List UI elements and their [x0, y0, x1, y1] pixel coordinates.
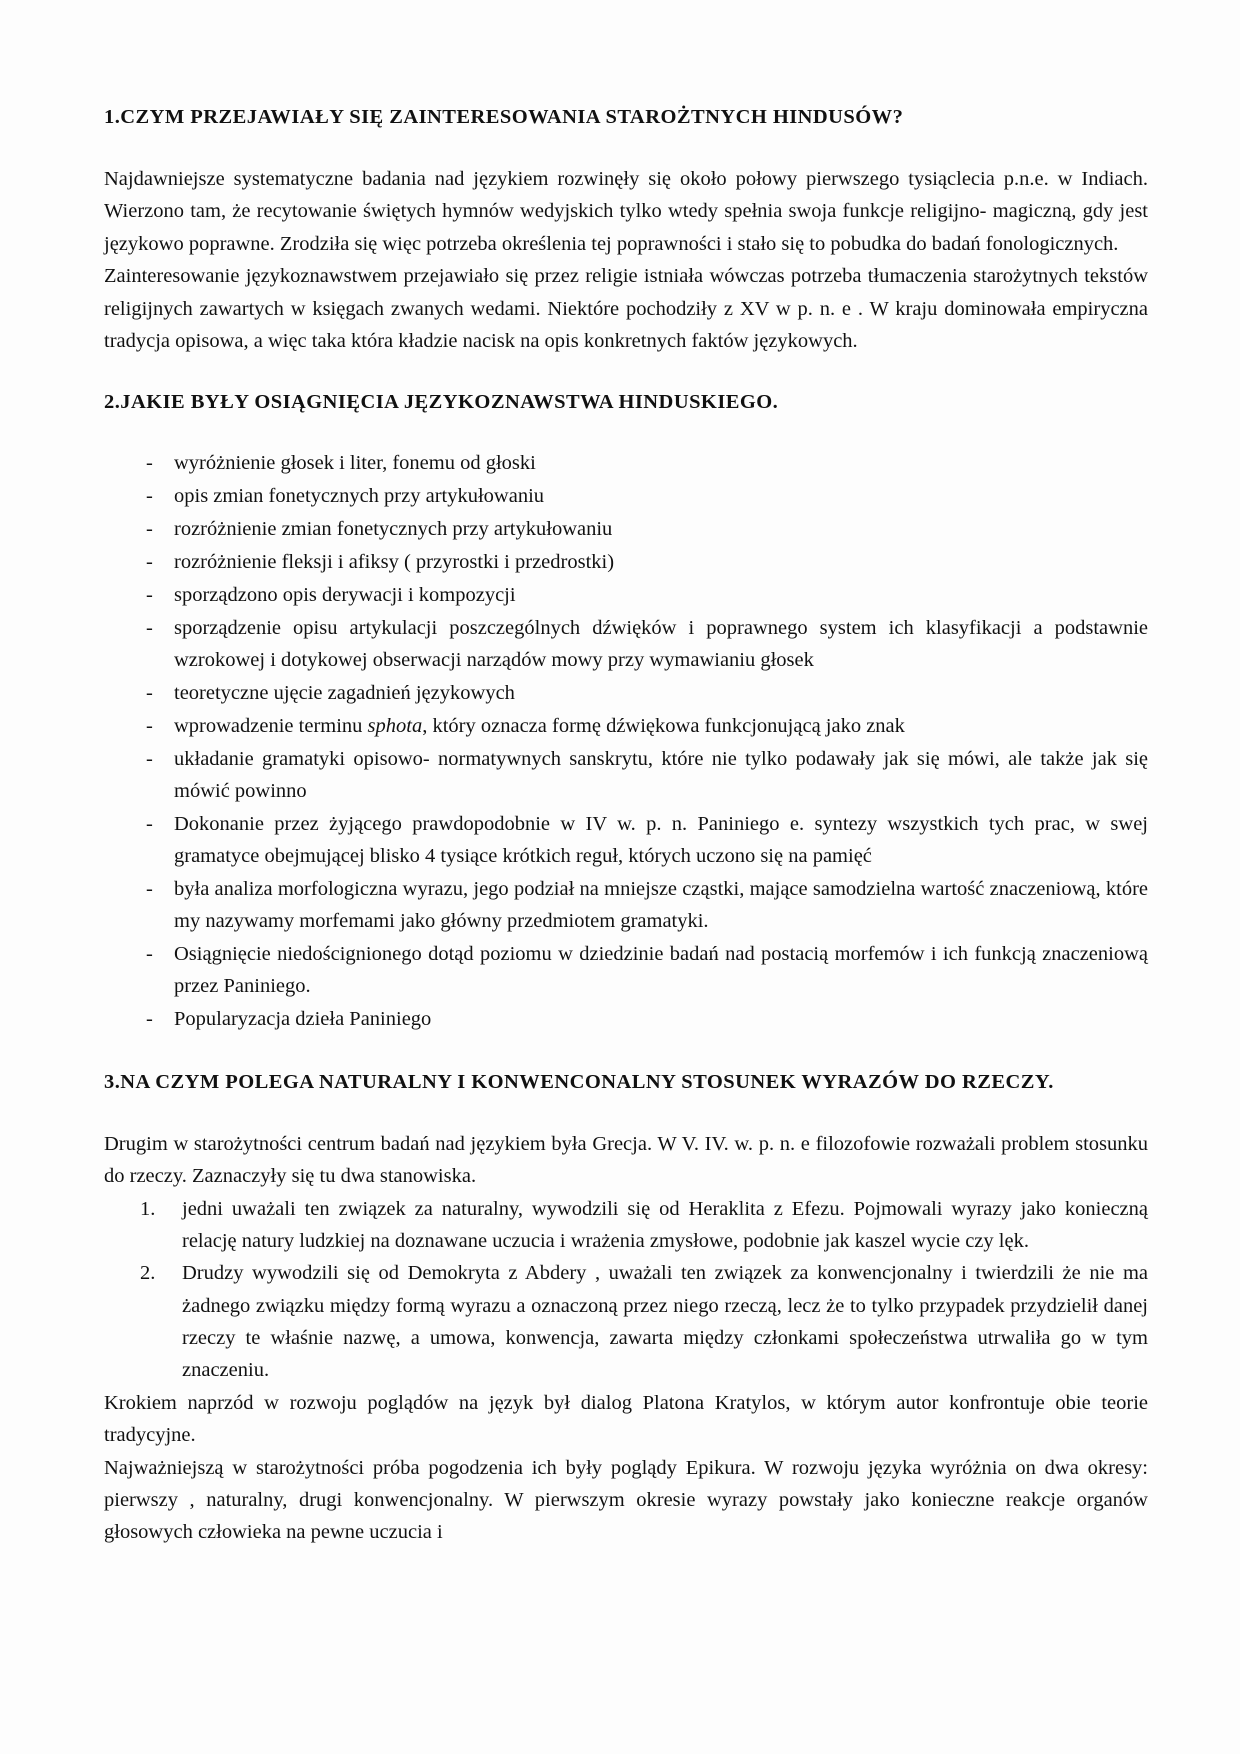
list-item-text: Osiągnięcie niedoścignionego dotąd poziomu w dziedzinie badań nad postacią morfemów i ich funkcją znaczeniową przez Paniniego. — [174, 942, 1148, 997]
list-item-text: rozróżnienie fleksji i afiksy ( przyrostki i przedrostki) — [174, 551, 615, 574]
list-item-text: wyróżnienie głosek i liter, fonemu od głoski — [174, 452, 536, 475]
list-item — [104, 1193, 1148, 1258]
section-1-paragraph-2: Zainteresowanie językoznawstwem przejawiało się przez religie istniała wówczas potrzeba tłumaczenia starożytnych tekstów religijnych zawartych w księgach zwanych wedami. Niektóre pochodziły z XV w p. n. e . W kraju dominowała empiryczna tradycja opisowa, a więc taka która kładzie nacisk na opis konkretnych faktów językowych. — [104, 265, 1148, 352]
list-item — [104, 448, 1148, 480]
list-item-text: układanie gramatyki opisowo- normatywnych sanskrytu, które nie tylko podawały jak się mówi, ale także jak się mówić powinno — [174, 748, 1148, 803]
list-item — [104, 711, 1148, 743]
list-item-text: Drudzy wywodzili się od Demokryta z Abdery , uważali ten związek za konwencjonalny i twierdzili że nie ma żadnego związku między formą wyrazu a oznaczoną przez niego rzeczą, lecz że to tylko przypadek przydzielił danej rzeczy te właśnie nazwę, a umowa, konwencja, zawarta między członkami społeczeństwa utrwaliła go w tym znaczeniu. — [182, 1262, 1148, 1382]
list-item-text: opis zmian fonetycznych przy artykułowaniu — [174, 485, 545, 508]
list-item-text: rozróżnienie zmian fonetycznych przy artykułowaniu — [174, 518, 613, 541]
list-item-text: jedni uważali ten związek za naturalny, wywodzili się od Heraklita z Efezu. Pojmowali wyrazy jako konieczną relację natury ludzkiej na doznawane uczucia i wrażenia zmysłowe, podobnie jak kaszel wycie czy lęk. — [182, 1197, 1148, 1252]
list-item — [104, 1257, 1148, 1387]
list-item-italic-term: sphota — [367, 715, 423, 738]
section-2-heading: 2.JAKIE BYŁY OSIĄGNIĘCIA JĘZYKOZNAWSTWA HINDUSKIEGO. — [104, 391, 779, 414]
list-item-text: wprowadzenie terminu — [174, 715, 368, 738]
spacer — [104, 1037, 1148, 1069]
spacer — [104, 416, 1148, 448]
list-item — [104, 613, 1148, 677]
list-item-text: była analiza morfologiczna wyrazu, jego podział na mniejsze cząstki, mające samodzielna wartość znaczeniową, które my nazywamy morfemami jako główny przedmiotem gramatyki. — [174, 877, 1148, 932]
list-item — [104, 580, 1148, 612]
spacer — [104, 1096, 1148, 1128]
list-item — [104, 939, 1148, 1003]
section-3-numbered-list — [104, 1193, 1148, 1387]
section-1-heading: 1.CZYM PRZEJAWIAŁY SIĘ ZAINTERESOWANIA STAROŻTNYCH HINDUSÓW? — [104, 106, 904, 128]
list-item — [104, 481, 1148, 513]
spacer — [104, 131, 1148, 163]
section-3-closing-paragraph-2: Najważniejszą w starożytności próba pogodzenia ich były poglądy Epikura. W rozwoju języka wyróżnia on dwa okresy: pierwszy , naturalny, drugi konwencjonalny. W pierwszym okresie wyrazy powstały jako konieczne reakcje organów głosowych człowieka na pewne uczucia i — [104, 1456, 1148, 1544]
section-3-closing-paragraph-1: Krokiem naprzód w rozwoju poglądów na język był dialog Platona Kratylos, w którym autor konfrontuje obie teorie tradycyjne. — [104, 1391, 1148, 1447]
list-item-text: teoretyczne ujęcie zagadnień językowych — [174, 682, 515, 705]
section-3-heading: 3.NA CZYM POLEGA NATURALNY I KONWENCONALNY STOSUNEK WYRAZÓW DO RZECZY. — [104, 1070, 1054, 1093]
section-3-intro-paragraph: Drugim w starożytności centrum badań nad językiem była Grecja. W V. IV. w. p. n. e filozofowie rozważali problem stosunku do rzeczy. Zaznaczyły się tu dwa stanowiska. — [104, 1132, 1148, 1188]
list-item-text: Popularyzacja dzieła Paniniego — [174, 1007, 432, 1030]
list-item — [104, 744, 1148, 808]
list-item — [104, 1004, 1148, 1036]
list-item — [104, 809, 1148, 873]
list-item-text: sporządzono opis derywacji i kompozycji — [174, 584, 516, 607]
list-item-text: sporządzenie opisu artykulacji poszczególnych dźwięków i poprawnego system ich klasyfikacji a podstawnie wzrokowej i dotykowej obserwacji narządów mowy przy wymawianiu głosek — [174, 617, 1148, 672]
list-item-text-cont: , który oznacza formę dźwiękowa funkcjonującą jako znak — [422, 715, 905, 738]
list-item — [104, 874, 1148, 938]
list-item — [104, 514, 1148, 546]
list-item-text: Dokonanie przez żyjącego prawdopodobnie w IV w. p. n. Paniniego e. syntezy wszystkich tych prac, w swej gramatyce obejmującej blisko 4 tysiące krótkich reguł, których uczono się na pamięć — [174, 813, 1148, 867]
document-body — [104, 104, 1148, 1549]
section-2-bullet-list — [104, 448, 1148, 1035]
spacer — [104, 357, 1148, 389]
section-1-paragraph-1: Najdawniejsze systematyczne badania nad językiem rozwinęły się około połowy pierwszego tysiąclecia p.n.e. w Indiach. Wierzono tam, że recytowanie świętych hymnów wedyjskich tylko wtedy spełnia swoja funkcje religijno- magiczną, gdy jest językowo poprawne. Zrodziła się więc potrzeba określenia tej poprawności i stało się to pobudka do badań fonologicznych. — [104, 168, 1148, 255]
list-item — [104, 678, 1148, 710]
list-item — [104, 547, 1148, 579]
